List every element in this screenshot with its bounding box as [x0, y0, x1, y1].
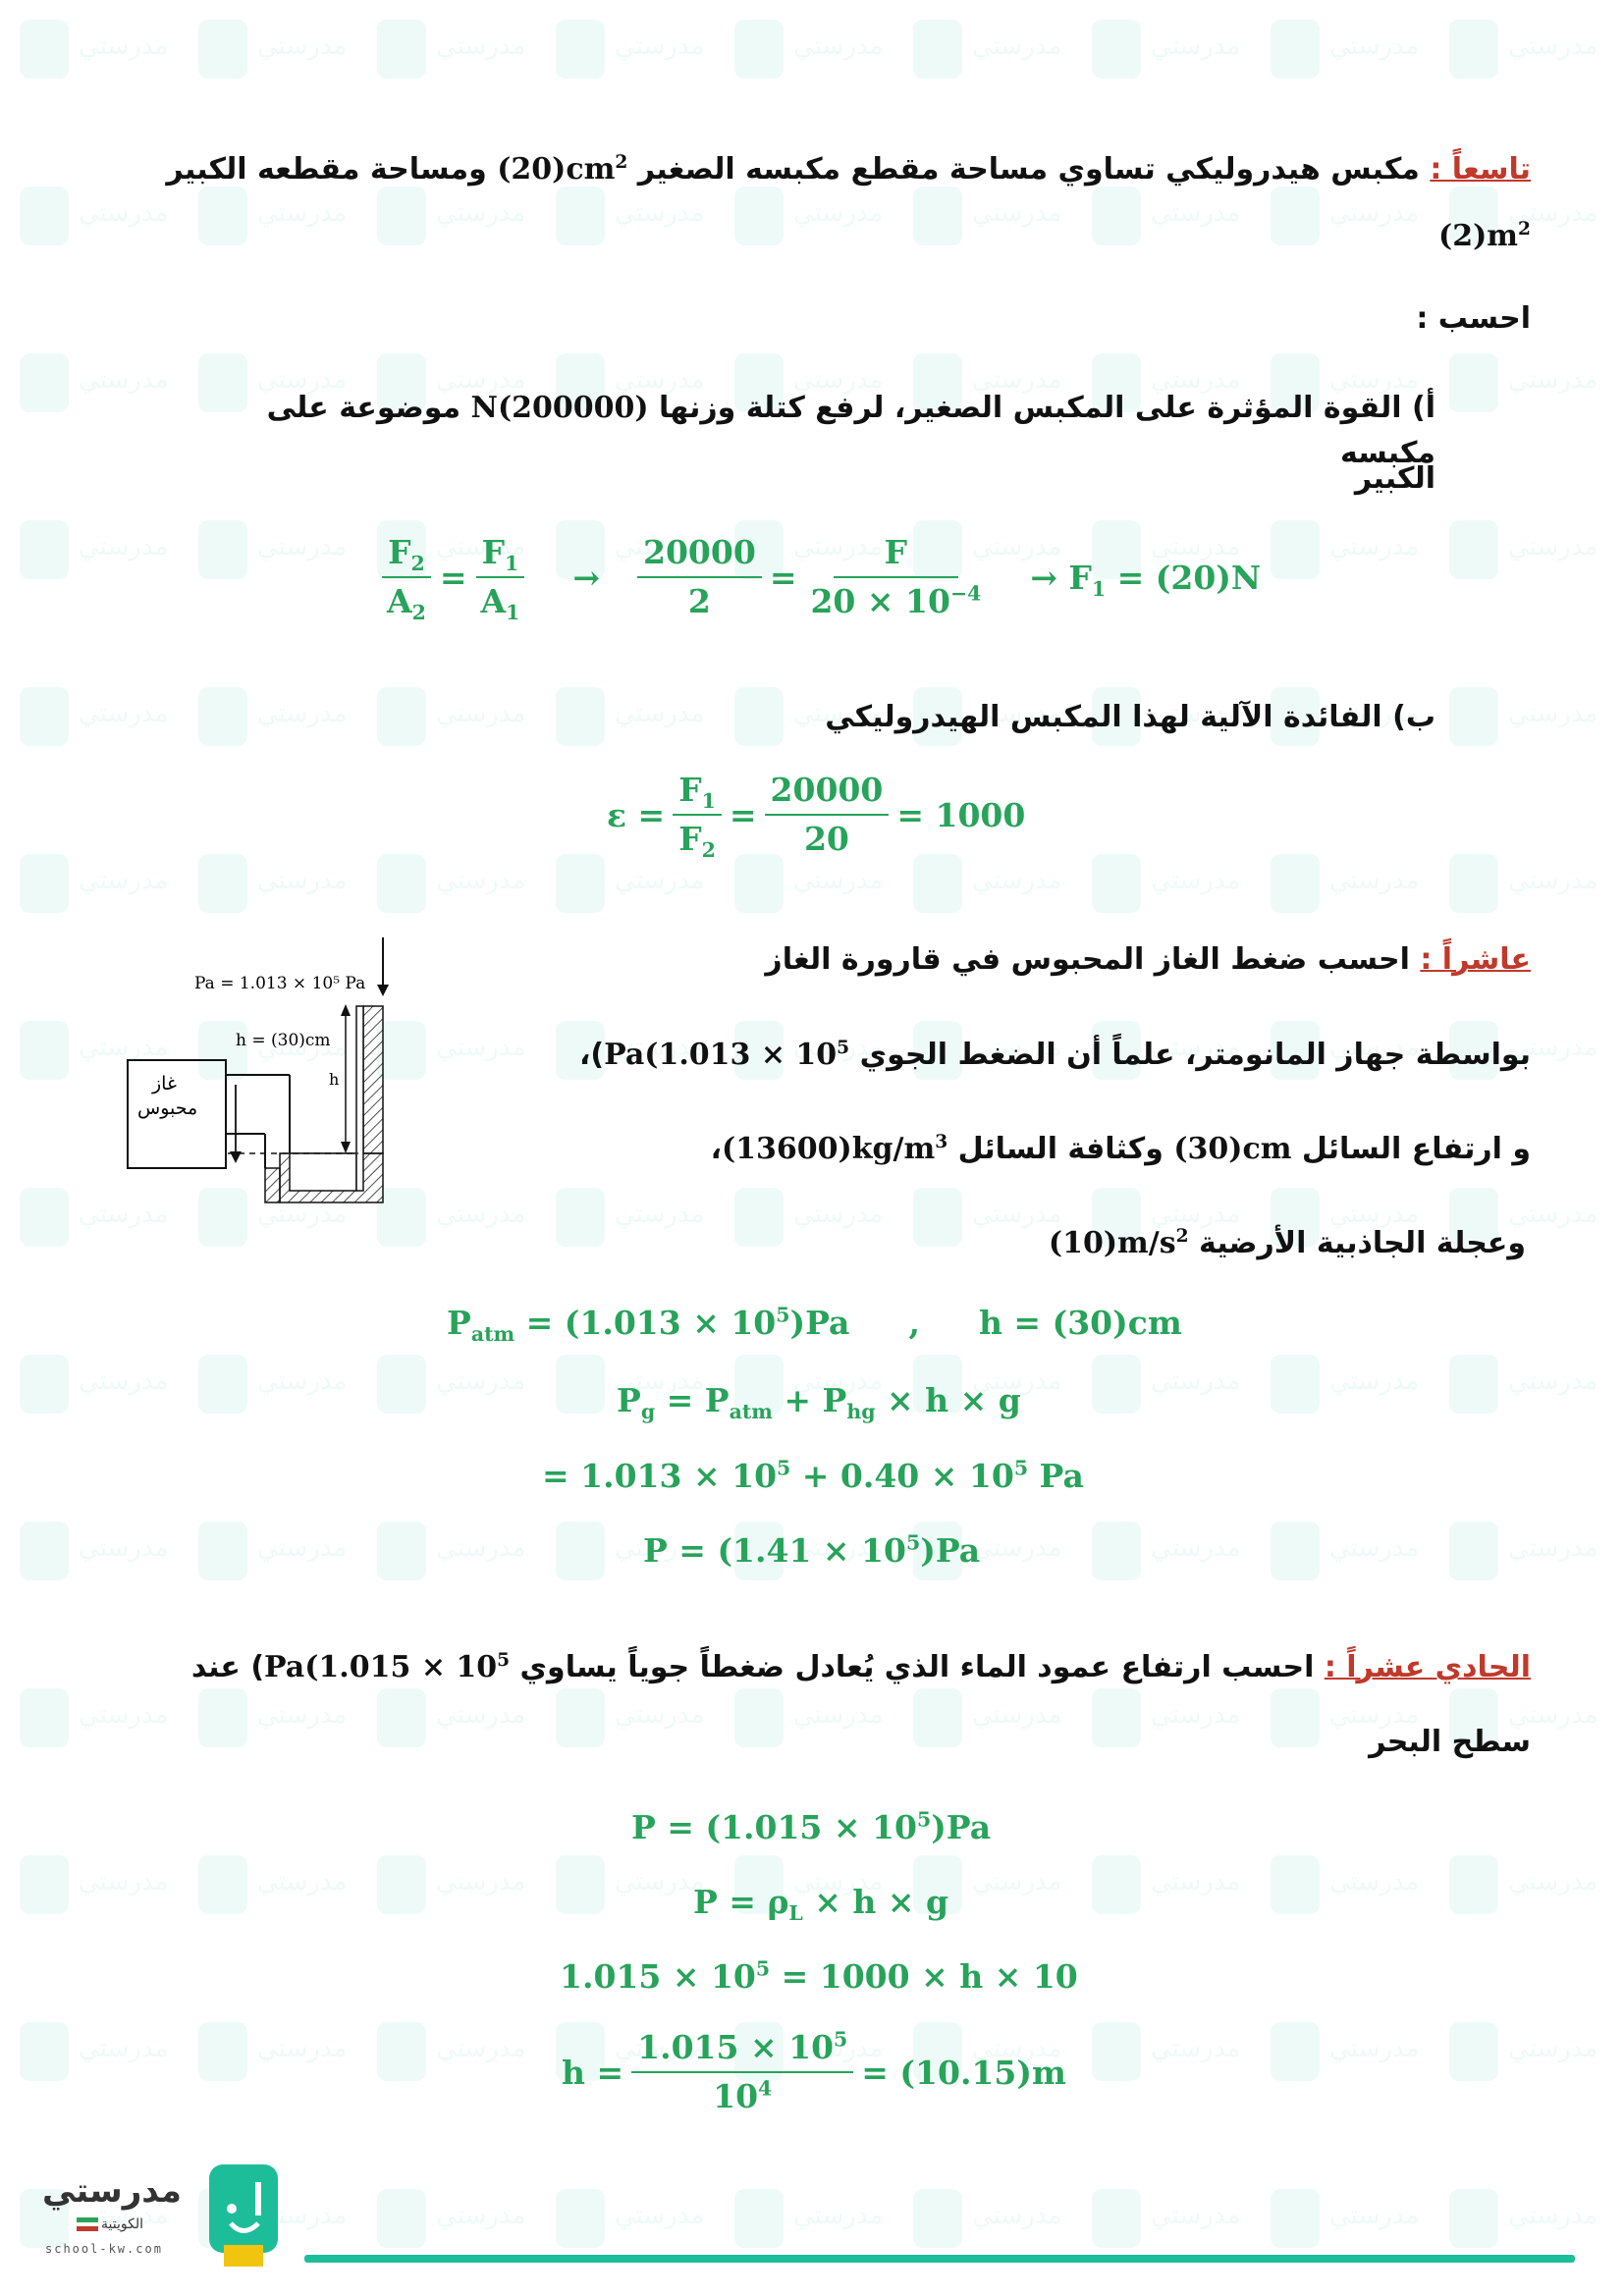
q9-label: تاسعاً : [1430, 152, 1531, 187]
gas-label-2: محبوس [137, 1097, 198, 1119]
q10-equation-1: $P_{atm} = (1.013 \times 10^5)Pa$ , h = (30)cm [447, 1303, 1182, 1347]
logo-url: school-kw.com [45, 2242, 163, 2256]
q11-statement: الحادي عشراً : احسب ارتفاع عمود الماء الذي يُعادل ضغطاً جوياً يساوي $Pa(1.015 \times 10^5)$ عند [190, 1649, 1531, 1684]
q11-equation-2: $P = \rho_L \times h \times g$ [693, 1883, 949, 1926]
logo-sub: الكويتية [101, 2216, 143, 2232]
manometer-diagram [118, 928, 412, 1222]
q9-small-area: $(20)cm^2$ [497, 151, 628, 187]
q9-equation-b: ε = $\frac{F_1}{F_2}$ = $\frac{20000}{20}$ = 1000 [607, 771, 1026, 863]
q10-equation-2: $P_g = P_{atm} + P_{hg} \times h \times g$ [617, 1381, 1021, 1424]
q10-label: عاشراً : [1420, 942, 1531, 977]
q9-part-a: أ) القوة المؤثرة على المكبس الصغير، لرفع كتلة وزنها N(200000) موضوعة على مكبسه [266, 391, 1435, 470]
q9-equation-a: $\frac{F_2}{A_2}$ = $\frac{F_1}{A_1}$ → $\frac{20000}{2}$ = $\frac{F}{20 \times 10^{-4}}$ → $F_1 = (20)N$ [373, 535, 1261, 619]
q10-equation-3: = $1.013 \times 10^5 + 0.40 \times 10^5$ Pa [542, 1456, 1084, 1495]
q11-equation-3: $1.015 \times 10^5 = 1000 \times h \times 10$ [560, 1956, 1078, 1996]
q10-line2: بواسطة جهاز المانومتر، علماً أن الضغط الجوي $Pa(1.013 \times 10^5)،$ [578, 1037, 1531, 1072]
q9-large-area: $(2)m^2$ [1438, 218, 1531, 253]
footer-divider [304, 2255, 1575, 2263]
q11-equation-1: $P = (1.015 \times 10^5)Pa$ [631, 1807, 992, 1846]
q9-calc-label: احسب : [1416, 301, 1531, 336]
q9-large-area-line [93, 214, 1531, 259]
q9-statement: تاسعاً : مكبس هيدروليكي تساوي مساحة مقطع مكبسه الصغير $(20)cm^2$ ومساحة مقطعه الكبير [166, 151, 1531, 187]
h-short-label: h [329, 1070, 340, 1089]
q9-part-a-cont: الكبير [1354, 461, 1435, 496]
pa-label: Pa = 1.013 × 10⁵ Pa [194, 974, 366, 993]
gas-label-1: غاز [152, 1073, 177, 1095]
q11-equation-4: h = $\frac{1.015 \times 10^5}{10^4}$ = (10.15)m [562, 2027, 1066, 2115]
q11-statement-cont: سطح البحر [1369, 1725, 1531, 1759]
q10-line1: عاشراً : احسب ضغط الغاز المحبوس في قارورة الغاز [765, 942, 1531, 977]
h-label: h = (30)cm [236, 1031, 331, 1050]
logo-name: مدرستي [42, 2171, 182, 2211]
q9-part-b: ب) الفائدة الآلية لهذا المكبس الهيدروليكي [825, 700, 1435, 734]
q10-line3: و ارتفاع السائل (30)cm وكثافة السائل $(13600)kg/m^3،$ [710, 1131, 1531, 1166]
q10-equation-4: $P = (1.41 \times 10^5)Pa$ [643, 1530, 981, 1570]
school-kw-logo [37, 2155, 293, 2292]
q11-label: الحادي عشراً : [1324, 1650, 1531, 1684]
q10-line4: وعجلة الجاذبية الأرضية $(10)m/s^2$ [1048, 1225, 1526, 1260]
